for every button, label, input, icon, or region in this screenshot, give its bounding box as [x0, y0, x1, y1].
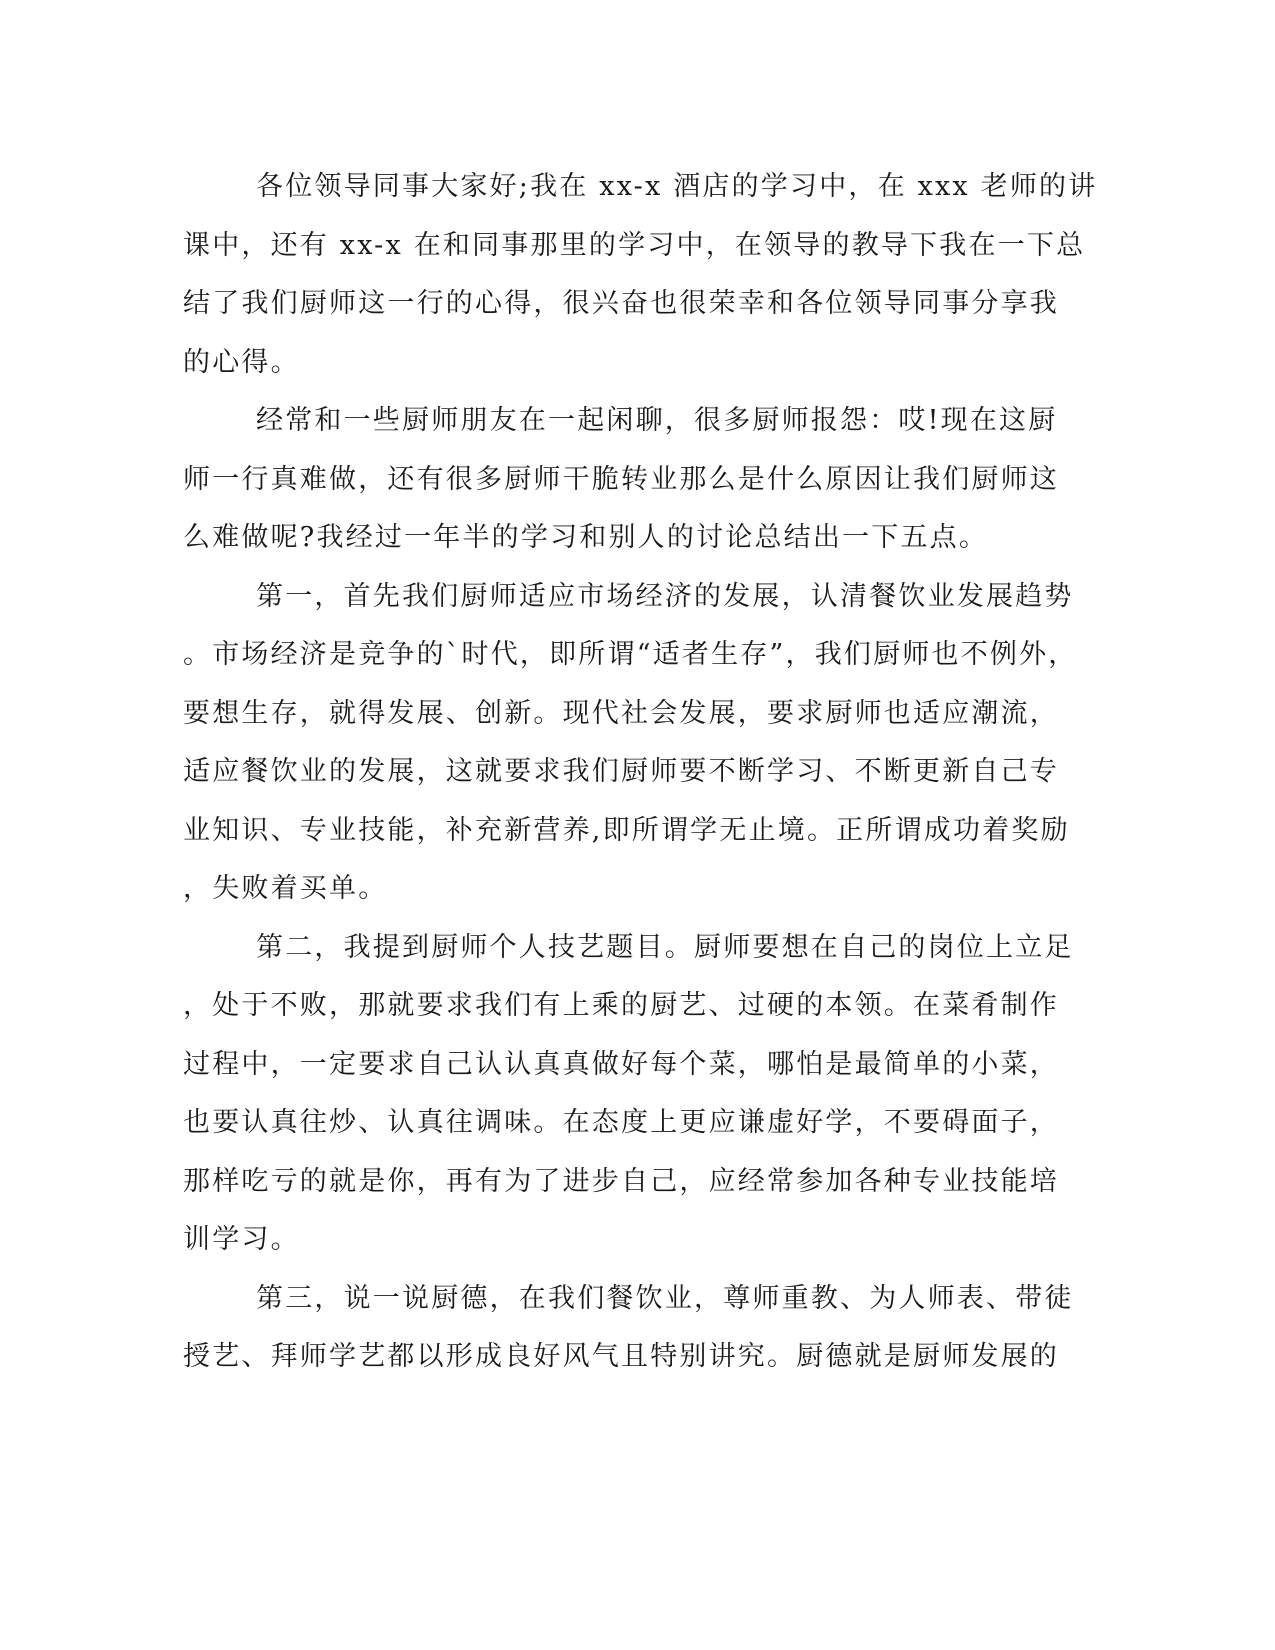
text-line: 也要认真往炒、认真往调味。在态度上更应谦虚好学，不要碍面子， [183, 1107, 1059, 1138]
text-line: 适应餐饮业的发展，这就要求我们厨师要不断学习、不断更新自己专 [183, 756, 1059, 787]
text-line: ，处于不败，那就要求我们有上乘的厨艺、过硬的本领。在菜肴制作 [183, 990, 1059, 1021]
text-line: 训学习。 [183, 1224, 300, 1255]
text-line: 。市场经济是竞争的`时代，即所谓“适者生存”，我们厨师也不例外， [183, 639, 1078, 670]
text-line: ，失败着买单。 [183, 873, 388, 904]
text-line: 业知识、专业技能，补充新营养,即所谓学无止境。正所谓成功着奖励 [183, 814, 1070, 846]
text-line: 第一，首先我们厨师适应市场经济的发展，认清餐饮业发展趋势 [256, 580, 1074, 612]
text-line: 结了我们厨师这一行的心得，很兴奋也很荣幸和各位领导同事分享我 [183, 288, 1059, 319]
text-line: 第二，我提到厨师个人技艺题目。厨师要想在自己的岗位上立足 [256, 931, 1074, 963]
text-line: 课中，还有 xx-x 在和同事那里的学习中，在领导的教导下我在一下总 [183, 229, 1086, 261]
text-line: 授艺、拜师学艺都以形成良好风气且特别讲究。厨德就是厨师发展的 [183, 1341, 1059, 1372]
text-line: 那样吃亏的就是你，再有为了进步自己，应经常参加各种专业技能培 [183, 1165, 1059, 1197]
text-line: 过程中，一定要求自己认认真真做好每个菜，哪怕是最简单的小菜， [183, 1048, 1059, 1080]
text-line: 各位领导同事大家好;我在 xx-x 酒店的学习中，在 xxx 老师的讲 [256, 171, 1098, 202]
text-line: 师一行真难做，还有很多厨师干脆转业那么是什么原因让我们厨师这 [183, 463, 1059, 495]
document-body [183, 158, 1098, 1387]
text-line: 经常和一些厨师朋友在一起闲聊，很多厨师报怨：哎!现在这厨 [256, 405, 1058, 436]
text-line: 的心得。 [183, 346, 300, 378]
text-line: 第三，说一说厨德，在我们餐饮业，尊师重教、为人师表、带徒 [256, 1282, 1074, 1314]
text-line: 么难做呢?我经过一年半的学习和别人的讨论总结出一下五点。 [183, 522, 989, 553]
text-line: 要想生存，就得发展、创新。现代社会发展，要求厨师也适应潮流， [183, 697, 1059, 729]
